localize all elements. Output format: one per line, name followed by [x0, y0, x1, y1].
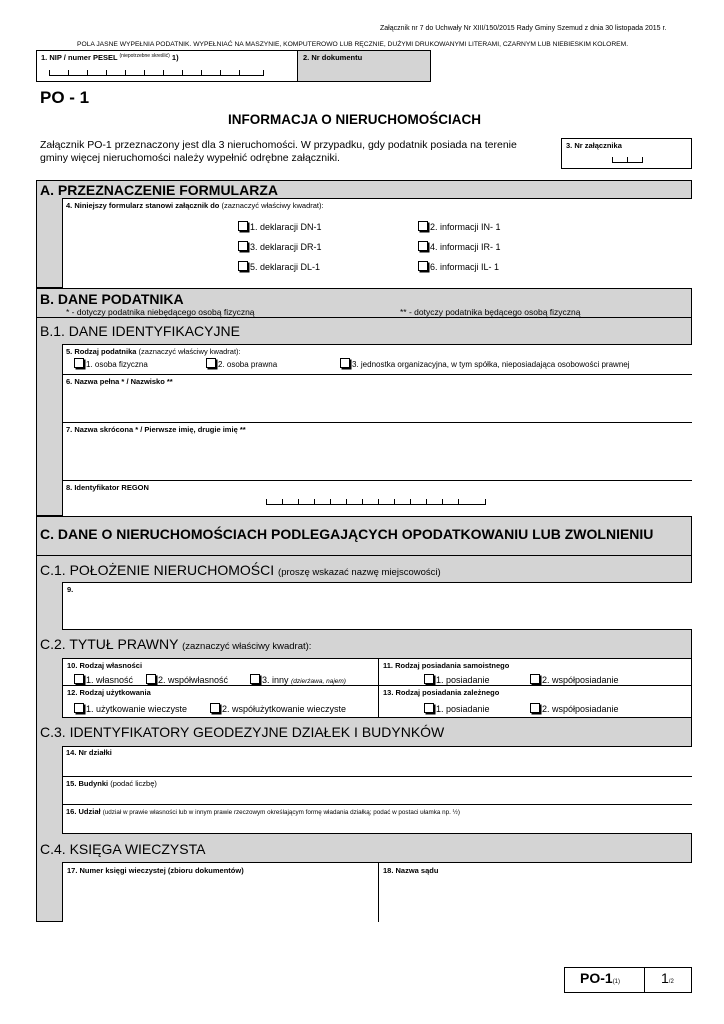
section-a-field: [62, 198, 692, 288]
ownership-other[interactable]: 3. inny (dzierżawa, najem): [250, 675, 346, 685]
fill-instructions: POLA JASNE WYPEŁNIA PODATNIK. WYPEŁNIAĆ NA MASZYNIE, KOMPUTEROWO LUB RĘCZNIE, DUŻYMI DRUKOWANYMI LITERAMI, CZARNYM LUB NIEBIESKIM KOLOREM.: [77, 41, 629, 48]
nip-sup: 1): [171, 53, 179, 62]
plot-number-label: 14. Nr działki: [66, 748, 112, 757]
checkbox[interactable]: [74, 703, 84, 713]
annex-tick-marks: [612, 158, 643, 163]
annex-note: Załącznik nr 7 do Uchwały Nr XIII/150/2015 Rady Gminy Szemud z dnia 30 listopada 2015 r.: [380, 25, 667, 32]
checkbox[interactable]: [424, 674, 434, 684]
share-label: 16. Udział (udział w prawie własności lub w innym prawie rzeczowym określającym formę władania działką; podać w postaci ułamka np. ½): [66, 807, 461, 816]
short-name-label: 7. Nazwa skrócona * / Pierwsze imię, drugie imię **: [66, 425, 246, 434]
purpose-label: 4. Niniejszy formularz stanowi załącznik do (zaznaczyć właściwy kwadrat):: [66, 201, 324, 210]
ownership-co[interactable]: 2. współwłasność: [146, 675, 228, 685]
checkbox[interactable]: [238, 221, 248, 231]
nip-note: (niepotrzebne skreślić): [119, 53, 170, 59]
ownership-full[interactable]: 1. własność: [74, 675, 133, 685]
checkbox[interactable]: [210, 703, 220, 713]
form-code: PO - 1: [40, 88, 90, 107]
checkbox[interactable]: [418, 221, 428, 231]
checkbox[interactable]: [74, 674, 84, 684]
regon-field[interactable]: [62, 480, 692, 516]
b1-separator: [36, 317, 692, 318]
regon-label: 8. Identyfikator REGON: [66, 483, 149, 492]
taxpayer-type-org[interactable]: 3. jednostka organizacyjna, w tym spółka, nieposiadająca osobowości prawnej: [340, 359, 630, 369]
b1-title: B.1. DANE IDENTYFIKACYJNE: [40, 323, 240, 339]
checkbox[interactable]: [238, 261, 248, 271]
intro-line-2: gminy więcej nieruchomości należy wypełnić odrębne załączniki.: [40, 152, 340, 164]
doc-number-label: 2. Nr dokumentu: [303, 53, 363, 62]
full-name-label: 6. Nazwa pełna * / Nazwisko **: [66, 377, 173, 386]
annex-number-label: 3. Nr załącznika: [566, 141, 622, 150]
c4-title: C.4. KSIĘGA WIECZYSTA: [40, 841, 206, 857]
intro-line-1: Załącznik PO-1 przeznaczony jest dla 3 nieruchomości. W przypadku, gdy podatnik posiada na terenie: [40, 139, 517, 151]
checkbox[interactable]: [418, 261, 428, 271]
c1-separator: [36, 555, 692, 556]
section-b-title: B. DANE PODATNIKA: [40, 291, 184, 307]
checkbox[interactable]: [340, 358, 350, 368]
land-register-label: 17. Numer księgi wieczystej (zbioru dokumentów): [67, 866, 244, 875]
dependent-possession-sole[interactable]: 1. posiadanie: [424, 704, 490, 714]
self-possession-co[interactable]: 2. współposiadanie: [530, 675, 619, 685]
self-possession-sole[interactable]: 1. posiadanie: [424, 675, 490, 685]
regon-tick-marks: [266, 500, 486, 505]
option-il1[interactable]: 6. informacji IL- 1: [418, 262, 499, 272]
option-in1[interactable]: 2. informacji IN- 1: [418, 222, 501, 232]
taxpayer-type-natural[interactable]: 1. osoba fizyczna: [74, 359, 148, 369]
dependent-possession-co[interactable]: 2. współposiadanie: [530, 704, 619, 714]
note-natural-person: ** - dotyczy podatnika będącego osobą fizyczną: [400, 307, 581, 317]
usage-co-perpetual[interactable]: 2. współużytkowanie wieczyste: [210, 704, 346, 714]
footer-form-code: PO-1(1): [580, 970, 621, 986]
buildings-label: 15. Budynki (podać liczbę): [66, 779, 157, 788]
short-name-field[interactable]: [62, 422, 692, 480]
taxpayer-type-label: 5. Rodzaj podatnika (zaznaczyć właściwy kwadrat):: [66, 347, 241, 356]
option-dr1[interactable]: 3. deklaracji DR-1: [238, 242, 322, 252]
annex-number-field[interactable]: [561, 138, 692, 169]
option-dl1[interactable]: 5. deklaracji DL-1: [238, 262, 320, 272]
full-name-field[interactable]: [62, 374, 692, 422]
usage-label: 12. Rodzaj użytkowania: [67, 688, 151, 697]
buildings-field[interactable]: [62, 776, 692, 804]
form-title: INFORMACJA O NIERUCHOMOŚCIACH: [228, 112, 481, 127]
usage-perpetual[interactable]: 1. użytkowanie wieczyste: [74, 704, 187, 714]
note-legal-entity: * - dotyczy podatnika niebędącego osobą fizyczną: [66, 307, 255, 317]
court-name-label: 18. Nazwa sądu: [383, 866, 439, 875]
nip-tick-marks: [49, 71, 264, 76]
checkbox[interactable]: [238, 241, 248, 251]
checkbox[interactable]: [418, 241, 428, 251]
checkbox[interactable]: [206, 358, 216, 368]
field-9-label: 9.: [67, 585, 74, 594]
section-c-title: C. DANE O NIERUCHOMOŚCIACH PODLEGAJĄCYCH OPODATKOWANIU LUB ZWOLNIENIU: [40, 526, 654, 542]
c1-title: C.1. POŁOŻENIE NIERUCHOMOŚCI (proszę wskazać nazwę miejscowości): [40, 562, 441, 578]
taxpayer-type-legal[interactable]: 2. osoba prawna: [206, 359, 277, 369]
checkbox[interactable]: [250, 674, 260, 684]
nip-field[interactable]: [36, 50, 298, 82]
ownership-label: 10. Rodzaj własności: [67, 661, 143, 670]
nip-label: 1. NIP / numer PESEL: [41, 53, 118, 62]
self-possession-label: 11. Rodzaj posiadania samoistnego: [383, 661, 510, 670]
plot-number-field[interactable]: [62, 746, 692, 776]
location-field[interactable]: [62, 582, 692, 630]
option-ir1[interactable]: 4. informacji IR- 1: [418, 242, 501, 252]
checkbox[interactable]: [74, 358, 84, 368]
share-field[interactable]: [62, 804, 692, 834]
checkbox[interactable]: [424, 703, 434, 713]
section-a-title: A. PRZEZNACZENIE FORMULARZA: [40, 182, 278, 198]
checkbox[interactable]: [530, 674, 540, 684]
c3-title: C.3. IDENTYFIKATORY GEODEZYJNE DZIAŁEK I BUDYNKÓW: [40, 724, 445, 740]
page-number: 1/2: [661, 970, 674, 986]
checkbox[interactable]: [530, 703, 540, 713]
footer-divider: [644, 967, 645, 993]
c2-title: C.2. TYTUŁ PRAWNY (zaznaczyć właściwy kwadrat):: [40, 636, 312, 652]
option-dn1[interactable]: 1. deklaracji DN-1: [238, 222, 322, 232]
court-name-field[interactable]: [378, 862, 692, 922]
land-register-field[interactable]: [62, 862, 378, 922]
checkbox[interactable]: [146, 674, 156, 684]
dependent-possession-label: 13. Rodzaj posiadania zależnego: [383, 688, 500, 697]
